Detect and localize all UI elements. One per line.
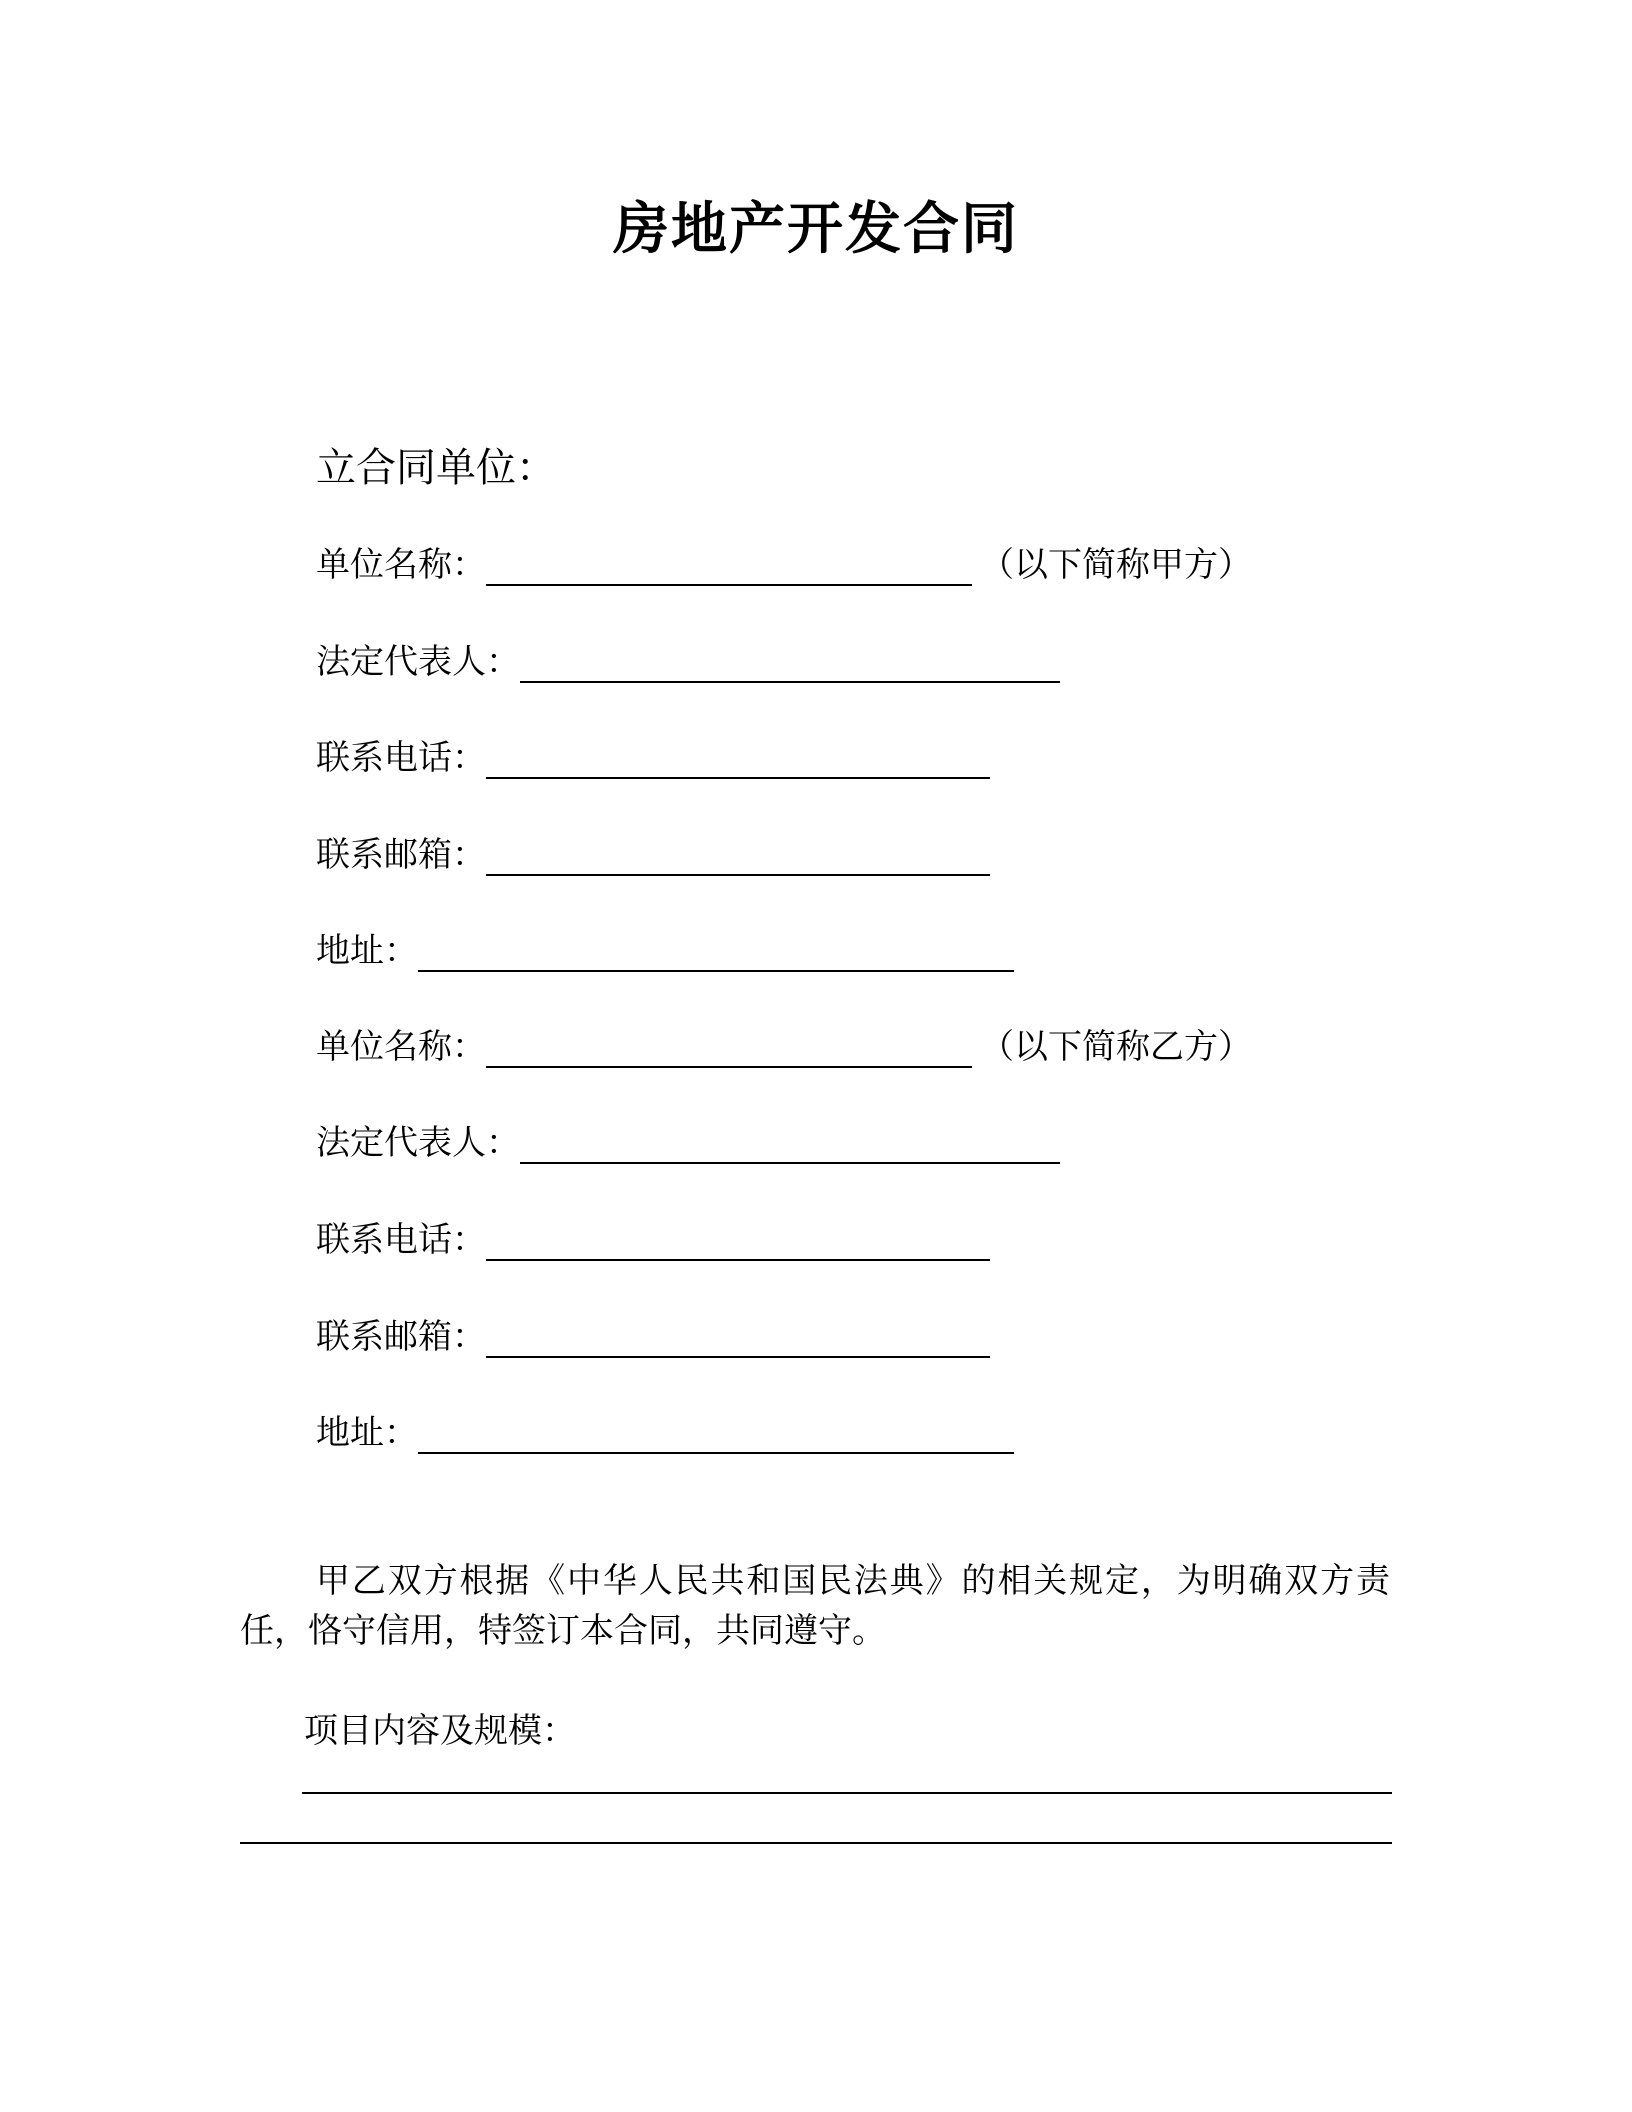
party-a-address-field[interactable] [418,924,1014,972]
party-b-rep-row [316,1118,1060,1168]
party-b-name-row [316,1022,1252,1072]
party-a-email-field[interactable] [486,828,990,876]
project-scope-label: 项目内容及规模： [304,1711,576,1751]
party-b-name-field[interactable] [486,1020,972,1068]
party-b-phone-field[interactable] [486,1213,990,1261]
party-b-email-field[interactable] [486,1310,990,1358]
party-b-rep-field[interactable] [520,1116,1060,1164]
party-b-name-suffix: （以下简称乙方） [980,1027,1252,1067]
party-a-phone-row [316,733,990,783]
party-a-rep-field[interactable] [520,635,1060,683]
intro-paragraph: 甲乙双方根据《中华人民共和国民法典》的相关规定，为明确双方责任，恪守信用，特签订本合同，共同遵守。 [240,1561,1390,1651]
party-a-address-row [316,926,1014,976]
party-a-phone-label: 联系电话： [316,738,486,778]
project-scope-line-1[interactable] [302,1792,1392,1794]
party-a-name-row [316,540,1252,590]
party-b-rep-label: 法定代表人： [316,1123,520,1163]
party-b-email-label: 联系邮箱： [316,1317,486,1357]
party-b-phone-row [316,1215,990,1265]
contracting-parties-heading: 立合同单位： [316,445,556,491]
party-a-name-label: 单位名称： [316,545,486,585]
party-a-email-label: 联系邮箱： [316,835,486,875]
party-a-name-field[interactable] [486,538,972,586]
party-a-address-label: 地址： [316,931,418,971]
party-b-email-row [316,1312,990,1362]
party-b-phone-label: 联系电话： [316,1220,486,1260]
party-a-phone-field[interactable] [486,731,990,779]
party-b-address-label: 地址： [316,1413,418,1453]
page-title: 房地产开发合同 [613,197,1019,262]
party-a-email-row [316,830,990,880]
party-b-name-label: 单位名称： [316,1027,486,1067]
party-a-rep-row [316,637,1060,687]
project-scope-line-2[interactable] [240,1842,1392,1844]
party-b-address-field[interactable] [418,1406,1014,1454]
party-a-rep-label: 法定代表人： [316,642,520,682]
party-b-address-row [316,1408,1014,1458]
party-a-name-suffix: （以下简称甲方） [980,545,1252,585]
